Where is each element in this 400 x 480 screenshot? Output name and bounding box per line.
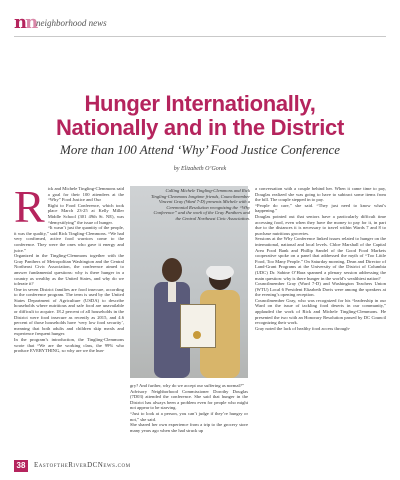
paragraph: “It wasn’t just the quantity of the people, it was the quality,” said Rick Tingling-Clemmons. “We had very confirmed, active food warriors come to the conference. They were the ones who gave it energy and juice.” — [14, 225, 124, 253]
section-label: neighborhood news — [36, 18, 107, 28]
paragraph: Organized in the Tingling-Clemmons together with the Gray Panthers of Metropolitan Washington and the Central Northeast Civic Association, the conference aimed to answer fundamental questions: why is there hunger in a country as wealthy as the United States, and why do we tolerate it? — [14, 253, 124, 287]
paragraph: Sessions at the Why Conference linked issues related to hunger on the international, national and local levels. Chloe Marshall of the Capital Area Food Bank and Phillip Sandel of the Good Food Markets cooperative spoke on a panel that addressed the myth of “Too Little Food, Too Many People.” On Saturday morning, Dean and Director of Land-Grant Programs at the University of the District of Columbia (UDC) Dr. Sabine O’Hara spanned a plenary session addressing the main question: why is there hunger in the world’s wealthiest nation? — [255, 236, 386, 281]
body-column-1 — [14, 181, 124, 354]
page-footer — [14, 458, 386, 474]
footer-site-name[interactable]: EastoftheRiverDCNews.com — [34, 461, 131, 469]
paragraph: One in seven District families are food insecure, according to the conference program. The term is used by the United States Department of Agriculture (USDA) to describe households where nutritious and safe food are unavailable or difficult to acquire. 18.2 percent of all households in the District were food insecure as recently as 2015, and 4.6 percent of those households have ‘very low food security’, meaning that both adults and children skip meals and experience frequent hunger. — [14, 286, 124, 337]
drop-cap: R — [14, 181, 45, 232]
paragraph: Advisory Neighborhood Commissioner Dorothy Douglas (7D03) attended the conference. She said that hunger in the District has always been a problem even for people who might not appear to be starving. — [130, 388, 248, 411]
paragraph: She shared her own experience from a trip to the grocery store many years ago when she had struck up — [130, 422, 248, 433]
certificate-seal-icon — [193, 331, 201, 339]
article-byline: by Elizabeth O’Gorek — [173, 166, 227, 172]
body-column-3 — [255, 186, 386, 331]
paragraph: “People do care,” she said. “They just need to know what’s happening.” — [255, 202, 386, 214]
paragraph: Councilmember Gray, who was recognized for his “leadership in our Ward on the issue of tackling food deserts in our community,” applauded the work of Rick and Michele Tingling-Clemmons. He presented the two with an Honorary Resolution passed by DC Council recognizing their work. — [255, 297, 386, 326]
paragraph: In the program’s introduction, the Tingling-Clemmons wrote that “We are the working class, the 99% who produce EVERYTHING, so why are we the hun- — [14, 337, 124, 354]
logo-echo: n — [25, 12, 37, 33]
header-divider — [14, 36, 386, 37]
paragraph: Right to Food Conference, which took place March 23-25 at Kelly Miller Middle School (301 49th St. NE), was “demystifying” the issue of hunger. — [47, 202, 124, 225]
paragraph: ick and Michele Tingling-Clemmons said a goal for their 100 attendees at the “Why” Food Justice and Our — [47, 186, 124, 203]
paragraph: Douglas pointed out that seniors have a particularly difficult time accessing food, even when they have the money to pay for it, in part due to the distances it is necessary to travel within Wards 7 and 8 to purchase nutritious groceries. — [255, 213, 386, 236]
paragraph: Gray noted the lack of healthy food access through- — [255, 325, 351, 331]
photo-caption: Calling Michele Tingling-Clemmons and Rick Tingling-Clemmons longtime friends, Councilmember Vincent Gray (Ward 7-D) presents Michele with a Ceremonial Resolution recognizing the “Why Conference” and the work of the Gray Panthers and the Central Northeast Civic Association. — [150, 188, 250, 221]
headline-line-2: Nationally and in the District — [55, 115, 345, 140]
magazine-logo-icon: nn — [14, 12, 37, 33]
headline-line-1: Hunger Internationally, — [84, 91, 316, 116]
article-deck: More than 100 Attend ‘Why’ Food Justice Conference — [59, 142, 341, 157]
paragraph: “Just to look at a person, you can’t judge if they’re hungry or not,” she said. — [130, 410, 248, 422]
resolution-certificate — [180, 304, 216, 348]
article-headline — [10, 92, 390, 140]
paragraph: Councilmember Gray (Ward 7-D) and Washington Teachers Union (WTU) Local 6 President Elizabeth Davis were among the speakers at the evening’s opening reception. — [255, 281, 386, 298]
page-number: 38 — [14, 460, 28, 472]
paragraph: gry? And further, why do we accept our suffering as normal?” — [130, 383, 244, 388]
paragraph: a conversation with a couple behind her. When it came time to pay, Douglas realized she was going to have to subtract some items from the bill. The couple stepped in to pay. — [255, 186, 386, 203]
body-column-2 — [130, 383, 248, 433]
